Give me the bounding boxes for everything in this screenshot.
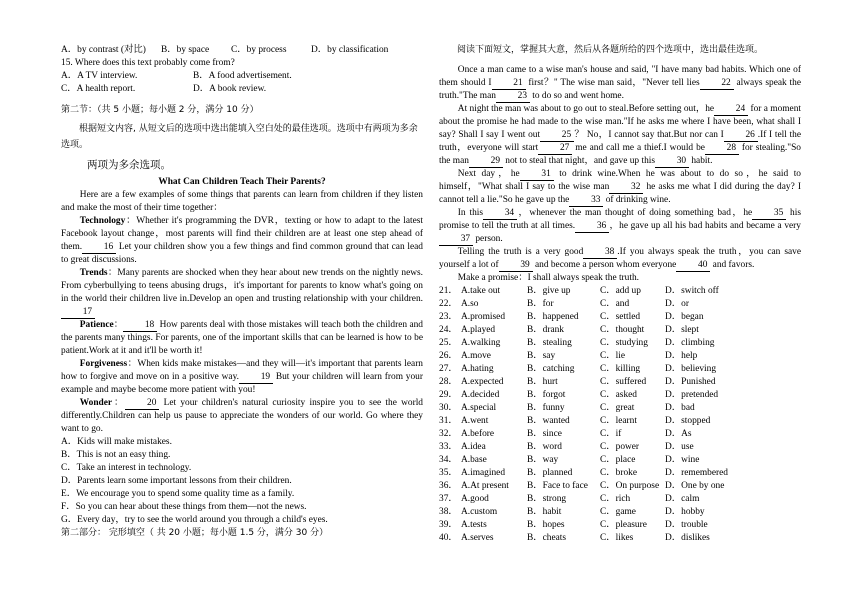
choice-option: B．habit	[527, 507, 562, 517]
blank-31[interactable]: 31	[520, 169, 554, 181]
choice-option: A.good	[461, 494, 489, 504]
choice-row	[439, 376, 745, 389]
choice-row	[439, 324, 745, 337]
question-number: 25．	[439, 338, 458, 348]
option-b: B．This is not an easy thing.	[61, 450, 171, 460]
question-number: 34．	[439, 455, 458, 465]
choice-option: A.custom	[461, 507, 498, 517]
choice-row	[439, 428, 745, 441]
choice-option: B．planned	[527, 468, 573, 478]
choice-option: A.special	[461, 403, 497, 413]
option-a: A．Kids will make mistakes.	[61, 437, 172, 447]
choice-option: B．give up	[527, 286, 571, 296]
choice-option: C．if	[600, 429, 622, 439]
paragraph-text: Once a man came to a wise man's house and said, "I have many bad habits. Which one of them should I	[439, 65, 801, 88]
choice-row	[439, 441, 745, 454]
paragraph-text: of drinking wine.	[603, 195, 671, 205]
question-number: 39．	[439, 520, 458, 530]
choice-option: A.serves	[461, 533, 494, 543]
blank-37[interactable]: 37	[439, 234, 473, 246]
choice-option: D．trouble	[665, 520, 708, 530]
choice-option: C．and	[600, 299, 630, 309]
choice-option: C．pleasure	[600, 520, 647, 530]
question-number: 36．	[439, 481, 458, 491]
paragraph-text: At night the man was about to go out to steal.Before setting out，he	[457, 104, 715, 114]
trends-label: Trends	[79, 268, 108, 278]
option-d: D．Parents learn some important lessons from their children.	[61, 476, 292, 486]
blank-34[interactable]: 34	[483, 208, 517, 220]
patience-label: Patience	[79, 320, 114, 330]
paragraph-text: first？" The wise man said，"Never tell lies	[525, 78, 700, 88]
choice-option: A.before	[461, 429, 495, 439]
question-number: 24．	[439, 325, 458, 335]
choice-option: D．bad	[665, 403, 695, 413]
technology-label: Technology	[79, 216, 126, 226]
passage-title: What Can Children Teach Their Parents?	[158, 177, 326, 187]
choice-option: C．power	[600, 442, 640, 452]
question-number: 28．	[439, 377, 458, 387]
choice-option: B．say	[527, 351, 556, 361]
blank-23[interactable]: 23	[496, 91, 530, 103]
passage-intro: Here are a few examples of some things that parents can learn from children if they listen and make the most of their time together：	[61, 190, 423, 213]
q15-option-c: C．A health report.	[61, 84, 136, 94]
choice-option: C．great	[600, 403, 635, 413]
blank-33[interactable]: 33	[569, 195, 603, 207]
choice-row	[439, 467, 745, 480]
q14-options	[61, 44, 423, 57]
choice-option: D．One by one	[665, 481, 725, 491]
choice-option: D．hobby	[665, 507, 705, 517]
cloze-closing: Make a promise：I shall always speak the truth.	[457, 273, 639, 283]
choice-option: D．calm	[665, 494, 700, 504]
choice-option: C．asked	[600, 390, 637, 400]
blank-28[interactable]: 28	[705, 143, 739, 155]
choice-option: C．add up	[600, 286, 641, 296]
q14-option-d: D．by classification	[311, 45, 389, 55]
q15-option-b: B．A food advertisement.	[193, 71, 292, 81]
blank-27[interactable]: 27	[538, 143, 572, 155]
choice-row	[439, 532, 745, 545]
cloze-paragraph	[439, 64, 801, 103]
option-g: G．Every day，try to see the world around you through a child's eyes.	[61, 515, 328, 525]
choice-option: B．catching	[527, 364, 575, 374]
q14-option-a: A．by contrast (对比)	[61, 45, 146, 55]
choice-option: A.move	[461, 351, 491, 361]
q15-option-a: A．A TV interview.	[61, 71, 138, 81]
choice-option: A.so	[461, 299, 479, 309]
blank-30[interactable]: 30	[655, 156, 689, 168]
paragraph-text: ，he gave up all his bad habits and became a very	[609, 221, 801, 231]
choice-option: D．Punished	[665, 377, 716, 387]
choice-option: A.went	[461, 416, 489, 426]
question-number: 22．	[439, 299, 458, 309]
paragraph-forgiveness: Forgiveness：When kids make mistakes—and they will—it's important that parents learn how to forgive and move on in a positive way. 19 But your children will learn from your example and maybe become more patient with you!	[61, 359, 423, 395]
choice-row	[439, 363, 745, 376]
q14-option-c: C．by process	[231, 45, 287, 55]
question-number: 35．	[439, 468, 458, 478]
cloze-paragraph	[439, 246, 801, 272]
paragraph-text: person.	[473, 234, 503, 244]
section2-note: 两项为多余选项。	[87, 159, 171, 171]
blank-40[interactable]: 40	[676, 260, 710, 272]
paragraph-technology: Technology：Whether it's programming the DVR，texting or how to adapt to the latest Facebook layout change，most parents will find their children are at least one step ahead of them. 16 Let your children show you a few things and find common ground that can lead to great discussions.	[61, 216, 423, 265]
option-f: F．So you can hear about these things from them—not the news.	[61, 502, 307, 512]
choice-row	[439, 298, 745, 311]
choice-option: D．remembered	[665, 468, 728, 478]
paragraph-text: and favors.	[710, 260, 755, 270]
forgiveness-label: Forgiveness	[79, 359, 128, 369]
paragraph-text: to drink wine.When he was about to do so，he said to himself，"What shall I say to the wise man	[439, 169, 801, 192]
blank-35[interactable]: 35	[752, 208, 786, 220]
choice-option: C．place	[600, 455, 636, 465]
blank-17[interactable]: 17	[61, 307, 95, 319]
choice-row	[439, 389, 745, 402]
paragraph-text: Next day，he	[457, 169, 520, 179]
paragraph-text: ，whenever the man thought of doing something bad，he	[517, 208, 753, 218]
choice-option: A.hating	[461, 364, 494, 374]
choice-option: C．lie	[600, 351, 625, 361]
choice-option: B．wanted	[527, 416, 570, 426]
question-number: 23．	[439, 312, 458, 322]
question-number: 30．	[439, 403, 458, 413]
paragraph-text: he asks me what I did during the day? I cannot tell a lie."So he gave up the	[439, 182, 801, 205]
blank-29[interactable]: 29	[469, 156, 503, 168]
paragraph-text: and become a person whom everyone	[532, 260, 677, 270]
choice-option: D．climbing	[665, 338, 715, 348]
choice-option: A.walking	[461, 338, 501, 348]
paragraph-text: me and call me a thief.I would be	[572, 143, 705, 153]
choice-option: C．On purpose	[600, 481, 660, 491]
blank-22[interactable]: 22	[700, 78, 734, 90]
blank-18[interactable]: 18	[123, 320, 157, 332]
paragraph-text: always speak the truth."The man	[439, 78, 802, 101]
blank-36[interactable]: 36	[575, 221, 609, 233]
choice-option: B．drank	[527, 325, 564, 335]
choice-option: D．wine	[665, 455, 700, 465]
blank-24[interactable]: 24	[714, 104, 748, 116]
choice-option: B．hurt	[527, 377, 558, 387]
blank-20[interactable]: 20	[125, 398, 159, 410]
blank-32[interactable]: 32	[609, 182, 643, 194]
choice-option: C．likes	[600, 533, 634, 543]
choice-option: C．killing	[600, 364, 641, 374]
blank-25[interactable]: 25	[540, 130, 574, 142]
choice-option: D．believing	[665, 364, 717, 374]
blank-38[interactable]: 38	[583, 247, 617, 259]
choice-option: A.At present	[461, 481, 509, 491]
paragraph-text: In this	[457, 208, 484, 218]
choice-option: C．learnt	[600, 416, 637, 426]
question-number: 31．	[439, 416, 458, 426]
choice-option: B．since	[527, 429, 562, 439]
choice-row	[439, 311, 745, 324]
question-number: 40．	[439, 533, 458, 543]
choice-option: B．way	[527, 455, 559, 465]
choice-option: C．suffered	[600, 377, 647, 387]
choice-option: C．rich	[600, 494, 631, 504]
choice-option: B．funny	[527, 403, 565, 413]
paragraph-text: Telling the truth is a very good	[457, 247, 584, 257]
paragraph-trends: Trends：Many parents are shocked when they hear about new trends on the nightly news. From cyberbullying to teens abusing drugs，it's important for parents to know what's going on in the world their children live in.Develop an open and trusting relationship with your children.17	[61, 268, 423, 317]
choice-option: C．thought	[600, 325, 645, 335]
question-number: 38．	[439, 507, 458, 517]
choice-option: B．hopes	[527, 520, 565, 530]
blank-39[interactable]: 39	[499, 260, 533, 272]
question-number: 26．	[439, 351, 458, 361]
choice-row	[439, 493, 745, 506]
choice-row	[439, 285, 745, 298]
section2-instruction: 根据短文内容, 从短文后的选项中选出能填入空白处的最佳选项。选项中有两项为多余选项。	[61, 124, 418, 150]
choice-row	[439, 350, 745, 363]
choice-row	[439, 480, 745, 493]
cloze-instruction: 阅读下面短文，掌握其大意，然后从各题所给的四个选项中，选出最佳选项。	[457, 45, 764, 55]
blank-21[interactable]: 21	[492, 78, 526, 90]
choice-option: B．happened	[527, 312, 579, 322]
choice-option: D．pretended	[665, 390, 719, 400]
choice-option: A.imagined	[461, 468, 506, 478]
options-list	[61, 436, 423, 527]
question-number: 37．	[439, 494, 458, 504]
q15-row2	[61, 83, 423, 96]
choice-row	[439, 519, 745, 532]
cloze-paragraph	[439, 207, 801, 246]
paragraph-text: habit.	[689, 156, 713, 166]
choice-option: B．forgot	[527, 390, 566, 400]
choice-option: B．Face to face	[527, 481, 588, 491]
blank-16[interactable]: 16	[82, 242, 116, 254]
cloze-paragraph	[439, 168, 801, 207]
wonder-label: Wonder	[79, 398, 113, 408]
part2-heading: 第二部分： 完形填空（ 共 20 小题；每小题 1.5 分，满分 30 分）	[61, 528, 329, 538]
choice-option: A.decided	[461, 390, 500, 400]
blank-26[interactable]: 26	[724, 130, 758, 142]
choice-option: D．or	[665, 299, 689, 309]
option-c: C．Take an interest in technology.	[61, 463, 192, 473]
choice-option: A.idea	[461, 442, 486, 452]
question-number: 27．	[439, 364, 458, 374]
paragraph-text: ？ No，I cannot say that.But nor can I	[574, 130, 724, 140]
choice-option: D．switch off	[665, 286, 719, 296]
choice-row	[439, 337, 745, 350]
choice-option: B．for	[527, 299, 554, 309]
choice-option: A.expected	[461, 377, 504, 387]
question-number: 29．	[439, 390, 458, 400]
question-number: 32．	[439, 429, 458, 439]
choice-option: C．settled	[600, 312, 641, 322]
cloze-choices-table	[439, 285, 745, 545]
question-number: 33．	[439, 442, 458, 452]
paragraph-wonder: Wonder： 20 Let your children's natural curiosity inspire you to see the world differently.Children can help us pause to appreciate the wonders of our world. Go where they want to go.	[61, 398, 423, 434]
choice-option: A.promised	[461, 312, 506, 322]
choice-option: D．As	[665, 429, 692, 439]
paragraph-text: for stealing."So the man	[439, 143, 801, 166]
section2-heading: 第二节：（共 5 小题；每小题 2 分，满分 10 分）	[61, 105, 259, 115]
left-column	[61, 44, 423, 540]
choice-option: D．slept	[665, 325, 699, 335]
q14-option-b: B．by space	[161, 45, 210, 55]
q15-row1	[61, 70, 423, 83]
question-number: 21．	[439, 286, 458, 296]
choice-option: B．stealing	[527, 338, 572, 348]
choice-option: A.played	[461, 325, 496, 335]
choice-option: D．use	[665, 442, 694, 452]
cloze-paragraph	[439, 103, 801, 168]
paragraph-text: not to steal that night，and gave up this	[502, 156, 656, 166]
paragraph-text: for a moment about the promise he had made to the wise man."If he asks me where I have been, what shall I say? Shall I say I went out	[439, 104, 801, 140]
choice-option: C．broke	[600, 468, 637, 478]
right-column	[439, 44, 801, 545]
paragraph-text: .If you always speak the truth，you can save yourself a lot of	[439, 247, 801, 270]
choice-option: C．game	[600, 507, 636, 517]
q15-stem: 15. Where does this text probably come from?	[61, 58, 235, 68]
choice-row	[439, 402, 745, 415]
paragraph-text: his promise to tell the truth at all times.	[439, 208, 801, 231]
choice-option: D．help	[665, 351, 698, 361]
choice-option: B．cheats	[527, 533, 567, 543]
choice-option: D．began	[665, 312, 704, 322]
blank-19[interactable]: 19	[239, 372, 273, 384]
choice-option: A.take out	[461, 286, 501, 296]
choice-option: C．studying	[600, 338, 648, 348]
option-e: E．We encourage you to spend some quality time as a family.	[61, 489, 295, 499]
paragraph-text: .If I tell the truth，everyone will start	[439, 130, 801, 153]
q15-option-d: D．A book review.	[193, 84, 267, 94]
choice-option: D．stopped	[665, 416, 711, 426]
choice-option: B．strong	[527, 494, 567, 504]
paragraph-patience: Patience： 18 How parents deal with those mistakes will teach both the children and the parents many things. For parents, one of the important skills that can be learned is how to be patient.Work at it and it'll be worth it!	[61, 320, 423, 356]
choice-row	[439, 506, 745, 519]
paragraph-text: to do so and went home.	[529, 91, 624, 101]
choice-option: B．word	[527, 442, 562, 452]
choice-option: D．dislikes	[665, 533, 710, 543]
choice-row	[439, 415, 745, 428]
choice-row	[439, 454, 745, 467]
choice-option: A.tests	[461, 520, 487, 530]
choice-option: A.base	[461, 455, 487, 465]
